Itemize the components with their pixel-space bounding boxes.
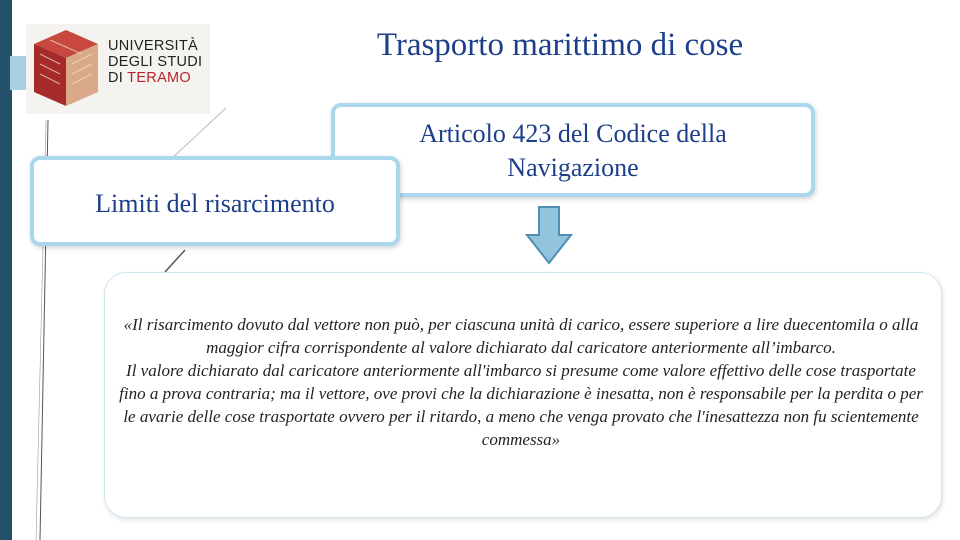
university-logo xyxy=(26,24,210,114)
logo-line-3 xyxy=(108,70,202,86)
logo-line-1: UNIVERSITÀ xyxy=(108,38,199,54)
articolo-box xyxy=(331,103,815,197)
quote-paragraph-2: Il valore dichiarato dal caricatore anteriormente all'imbarco si presume come valore effettivo delle cose trasportate fino a prova contraria; ma il vettore, ove provi che la dichiarazione è inesatta, non è responsabile per la perdita o per le avarie delle cose trasportate ovvero per il ritardo, a meno che venga provato che l'inesattezza non fu scientemente commessa» xyxy=(119,361,923,449)
logo-cube-icon xyxy=(26,24,106,114)
logo-line-3-prefix: DI xyxy=(108,70,128,86)
quote-paragraph-1: «Il risarcimento dovuto dal vettore non può, per ciascuna unità di carico, essere superiore a lire duecentomila o alla maggior cifra corrispondente al valore dichiarato dal caricatore anteriormente all’imbarco. xyxy=(123,315,919,357)
logo-wordmark xyxy=(108,38,202,86)
limiti-box xyxy=(30,156,400,246)
down-arrow-icon xyxy=(525,205,573,265)
logo-line-2: DEGLI STUDI xyxy=(108,54,203,70)
logo-line-3-red: TERAMO xyxy=(127,70,192,86)
limiti-label: Limiti del risarcimento xyxy=(95,189,335,218)
articolo-label: Articolo 423 del Codice della Navigazione xyxy=(419,119,727,182)
quote-box xyxy=(104,272,942,518)
slide-title: Trasporto marittimo di cose xyxy=(376,27,744,63)
quote-text xyxy=(115,313,927,451)
